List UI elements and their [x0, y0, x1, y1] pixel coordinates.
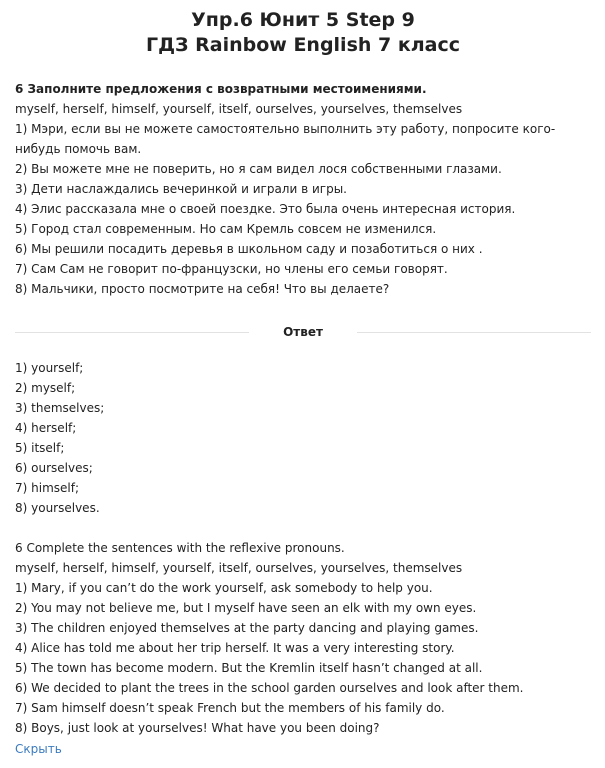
task-en-item: 2) You may not believe me, but I myself have seen an elk with my own eyes. [15, 601, 477, 615]
task-en-item: 6) We decided to plant the trees in the school garden ourselves and look after them. [15, 681, 524, 695]
answer-item: 2) myself; [15, 381, 76, 395]
task-ru-item: 7) Сам Сам не говорит по-французски, но члены его семьи говорят. [15, 262, 448, 276]
task-ru-item: 8) Мальчики, просто посмотрите на себя! Что вы делаете? [15, 282, 390, 296]
task-en-item: 5) The town has become modern. But the Kremlin itself hasn’t changed at all. [15, 661, 483, 675]
task-ru-word-bank: myself, herself, himself, yourself, itself, ourselves, yourselves, themselves [15, 102, 463, 116]
answer-heading: Ответ [283, 325, 323, 339]
task-en-item: 8) Boys, just look at yourselves! What have you been doing? [15, 721, 380, 735]
answer-item: 1) yourself; [15, 361, 84, 375]
task-ru-item: 5) Город стал современным. Но сам Кремль совсем не изменился. [15, 222, 437, 236]
task-ru-item: 6) Мы решили посадить деревья в школьном саду и позаботиться о них . [15, 242, 483, 256]
task-ru-item: 3) Дети наслаждались вечеринкой и играли в игры. [15, 182, 347, 196]
answer-item: 8) yourselves. [15, 501, 100, 515]
answer-item: 7) himself; [15, 481, 79, 495]
task-ru-item: 2) Вы можете мне не поверить, но я сам видел лося собственными глазами. [15, 162, 502, 176]
title-line-1: Упр.6 Юнит 5 Step 9 [191, 9, 415, 31]
spacer [15, 518, 591, 538]
answer-item: 3) themselves; [15, 401, 105, 415]
page-title [15, 8, 591, 58]
answer-divider [15, 322, 591, 342]
answer-item: 4) herself; [15, 421, 77, 435]
task-ru-item: 1) Мэри, если вы не можете самостоятельно выполнить эту работу, попросите кого-нибудь помочь вам. [15, 122, 556, 156]
title-line-2: ГДЗ Rainbow English 7 класс [145, 34, 461, 56]
task-en-heading: 6 Complete the sentences with the reflexive pronouns. [15, 541, 345, 555]
task-en-word-bank: myself, herself, himself, yourself, itself, ourselves, yourselves, themselves [15, 561, 463, 575]
task-ru-heading: 6 Заполните предложения с возвратными местоимениями. [15, 82, 427, 96]
task-en-section [15, 538, 591, 738]
answer-item: 5) itself; [15, 441, 65, 455]
divider-rule-left [15, 332, 249, 333]
task-ru-item: 4) Элис рассказала мне о своей поездке. Это была очень интересная история. [15, 202, 516, 216]
answers-list [15, 358, 591, 518]
task-ru-section [15, 79, 591, 299]
hide-answer-link[interactable]: Скрыть [15, 742, 62, 756]
task-en-item: 4) Alice has told me about her trip herself. It was a very interesting story. [15, 641, 455, 655]
answer-item: 6) ourselves; [15, 461, 93, 475]
divider-rule-right [357, 332, 591, 333]
task-en-item: 1) Mary, if you can’t do the work yourself, ask somebody to help you. [15, 581, 433, 595]
task-en-item: 7) Sam himself doesn’t speak French but the members of his family do. [15, 701, 445, 715]
task-en-item: 3) The children enjoyed themselves at the party dancing and playing games. [15, 621, 479, 635]
